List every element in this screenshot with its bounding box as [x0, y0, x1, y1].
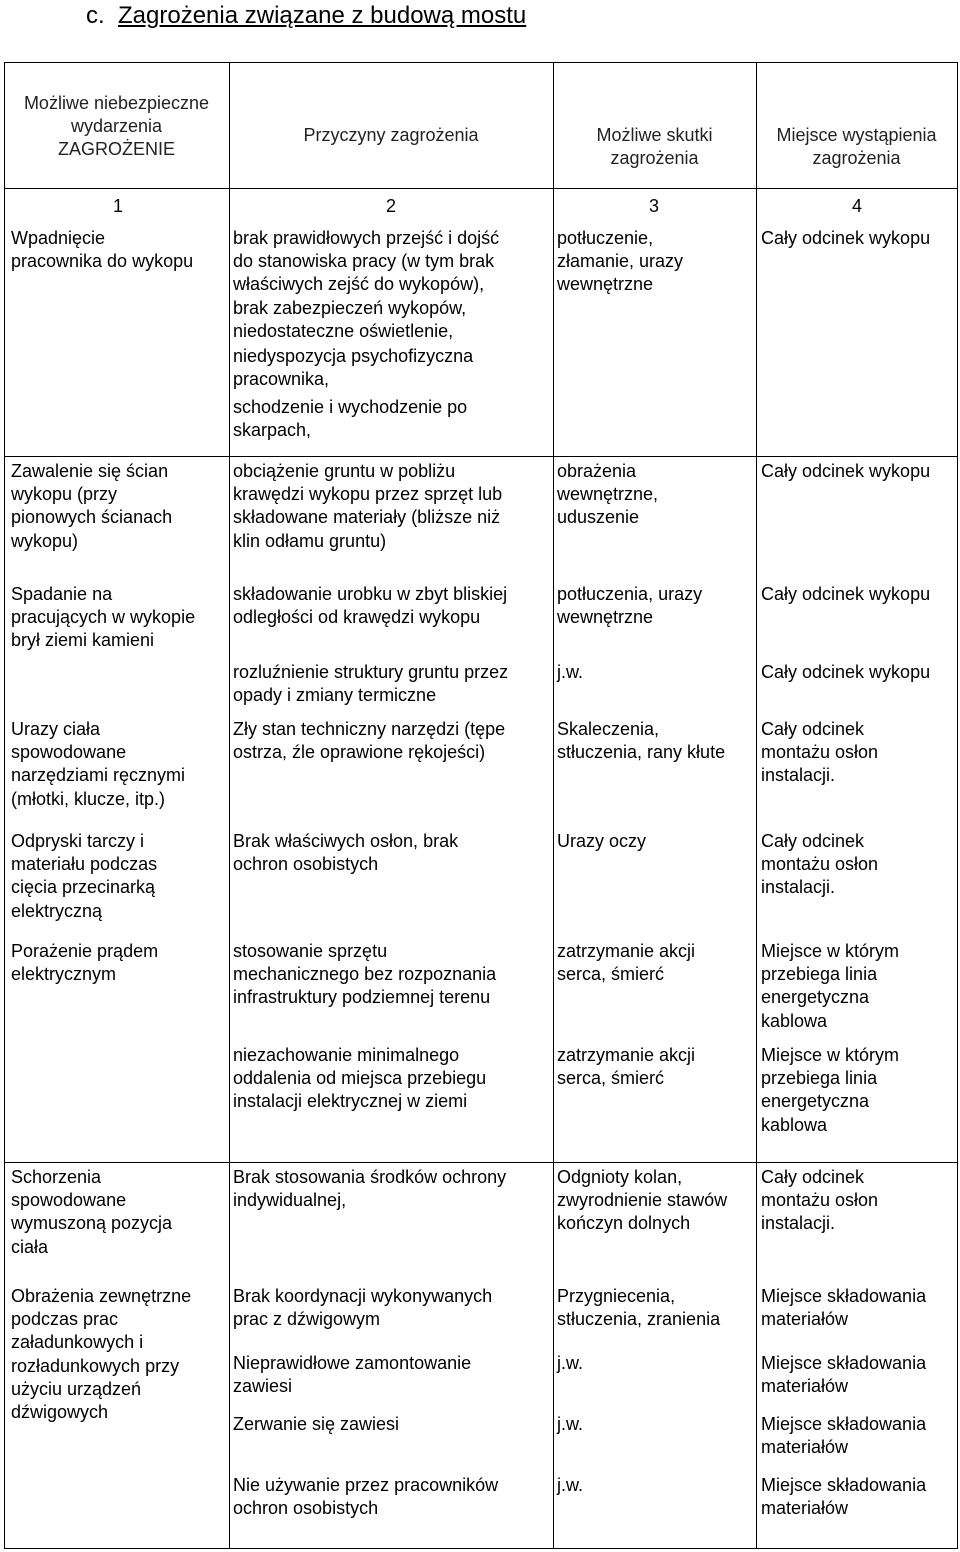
column-header: Miejsce wystąpienia zagrożenia: [776, 125, 937, 168]
hazard-cell: Wpadnięcie pracownika do wykopu: [11, 228, 194, 272]
effect-cell: j.w.: [557, 662, 584, 682]
place-cell: Miejsce składowania materiałów: [761, 1475, 927, 1519]
section-heading: [86, 2, 526, 30]
column-border: [957, 62, 958, 1549]
hazard-cell: Spadanie na pracujących w wykopie brył ziemi kamieni: [11, 584, 196, 651]
cause-cell: rozluźnienie struktury gruntu przez opady i zmiany termiczne: [233, 662, 509, 706]
cause-cell: Brak właściwych osłon, brak ochron osobistych: [233, 831, 459, 875]
place-cell: Cały odcinek wykopu: [761, 228, 931, 248]
column-header: Możliwe skutki zagrożenia: [596, 125, 713, 168]
hazard-cell: Obrażenia zewnętrzne podczas prac załadunkowych i rozładunkowych przy użyciu urządzeń dźwigowych: [11, 1286, 192, 1423]
effect-cell: Urazy oczy: [557, 831, 647, 851]
place-cell: Cały odcinek wykopu: [761, 584, 931, 604]
row-separator: [4, 456, 958, 457]
cause-cell: Zły stan techniczny narzędzi (tępe ostrza, źle oprawione rękojeści): [233, 719, 506, 763]
column-border: [553, 62, 554, 1549]
table-border-bottom: [4, 1548, 958, 1549]
effect-cell: j.w.: [557, 1414, 584, 1434]
effect-cell: potłuczenia, urazy wewnętrzne: [557, 584, 703, 628]
column-border: [756, 62, 757, 1549]
section-title: Zagrożenia związane z budową mostu: [118, 2, 527, 29]
place-cell: Miejsce składowania materiałów: [761, 1353, 927, 1397]
effect-cell: potłuczenie, złamanie, urazy wewnętrzne: [557, 228, 684, 295]
cause-cell: Zerwanie się zawiesi: [233, 1414, 400, 1434]
table-border-top: [4, 62, 958, 63]
place-cell: Miejsce w którym przebiega linia energetyczna kablowa: [761, 1045, 900, 1135]
hazard-cell: Zawalenie się ścian wykopu (przy pionowych ścianach wykopu): [11, 461, 173, 551]
place-cell: Miejsce składowania materiałów: [761, 1414, 927, 1458]
cause-cell: Nie używanie przez pracowników ochron osobistych: [233, 1475, 499, 1519]
cause-cell: brak prawidłowych przejść i dojść do stanowiska pracy (w tym brak właściwych zejść do wykopów), brak zabezpieczeń wykopów, niedostateczne oświetlenie,: [233, 228, 500, 341]
hazard-cell: Schorzenia spowodowane wymuszoną pozycja ciała: [11, 1167, 173, 1257]
cause-cell: obciążenie gruntu w pobliżu krawędzi wykopu przez sprzęt lub składowane materiały (bliższe niż klin odłamu gruntu): [233, 461, 503, 551]
cause-cell: składowanie urobku w zbyt bliskiej odległości od krawędzi wykopu: [233, 584, 508, 628]
place-cell: Cały odcinek montażu osłon instalacji.: [761, 1167, 879, 1234]
effect-cell: j.w.: [557, 1353, 584, 1373]
column-header: Możliwe niebezpieczne wydarzenia ZAGROŻENIE: [23, 93, 210, 159]
place-cell: Miejsce w którym przebiega linia energetyczna kablowa: [761, 941, 900, 1031]
column-number: 4: [851, 196, 862, 216]
effect-cell: zatrzymanie akcji serca, śmierć: [557, 1045, 696, 1089]
place-cell: Miejsce składowania materiałów: [761, 1286, 927, 1330]
column-number: 3: [648, 196, 659, 216]
hazard-cell: Urazy ciała spowodowane narzędziami ręcznymi (młotki, klucze, itp.): [11, 719, 186, 809]
effect-cell: Przygniecenia, stłuczenia, zranienia: [557, 1286, 721, 1330]
place-cell: Cały odcinek montażu osłon instalacji.: [761, 831, 879, 898]
column-header: Przyczyny zagrożenia: [303, 125, 479, 145]
effect-cell: obrażenia wewnętrzne, uduszenie: [557, 461, 659, 528]
place-cell: Cały odcinek wykopu: [761, 461, 931, 481]
effect-cell: Odgnioty kolan, zwyrodnienie stawów kończyn dolnych: [557, 1167, 728, 1234]
cause-cell: Nieprawidłowe zamontowanie zawiesi: [233, 1353, 472, 1397]
row-separator: [4, 1162, 958, 1163]
effect-cell: j.w.: [557, 1475, 584, 1495]
hazard-cell: Porażenie prądem elektrycznym: [11, 941, 159, 985]
cause-cell: niezachowanie minimalnego oddalenia od miejsca przebiegu instalacji elektrycznej w ziemi: [233, 1045, 487, 1112]
column-border: [4, 62, 5, 1549]
effect-cell: zatrzymanie akcji serca, śmierć: [557, 941, 696, 985]
column-border: [229, 62, 230, 1549]
cause-cell: schodzenie i wychodzenie po skarpach,: [233, 397, 468, 441]
cause-cell: niedyspozycja psychofizyczna pracownika,: [233, 346, 474, 390]
effect-cell: Skaleczenia, stłuczenia, rany kłute: [557, 719, 726, 763]
column-number: 2: [385, 196, 396, 216]
section-letter: c.: [86, 2, 105, 29]
cause-cell: Brak stosowania środków ochrony indywidualnej,: [233, 1167, 507, 1211]
header-border-bottom: [4, 188, 958, 189]
hazard-cell: Odpryski tarczy i materiału podczas cięcia przecinarką elektryczną: [11, 831, 158, 921]
place-cell: Cały odcinek montażu osłon instalacji.: [761, 719, 879, 786]
cause-cell: stosowanie sprzętu mechanicznego bez rozpoznania infrastruktury podziemnej terenu: [233, 941, 497, 1008]
place-cell: Cały odcinek wykopu: [761, 662, 931, 682]
cause-cell: Brak koordynacji wykonywanych prac z dźwigowym: [233, 1286, 493, 1330]
column-number: 1: [112, 196, 123, 216]
